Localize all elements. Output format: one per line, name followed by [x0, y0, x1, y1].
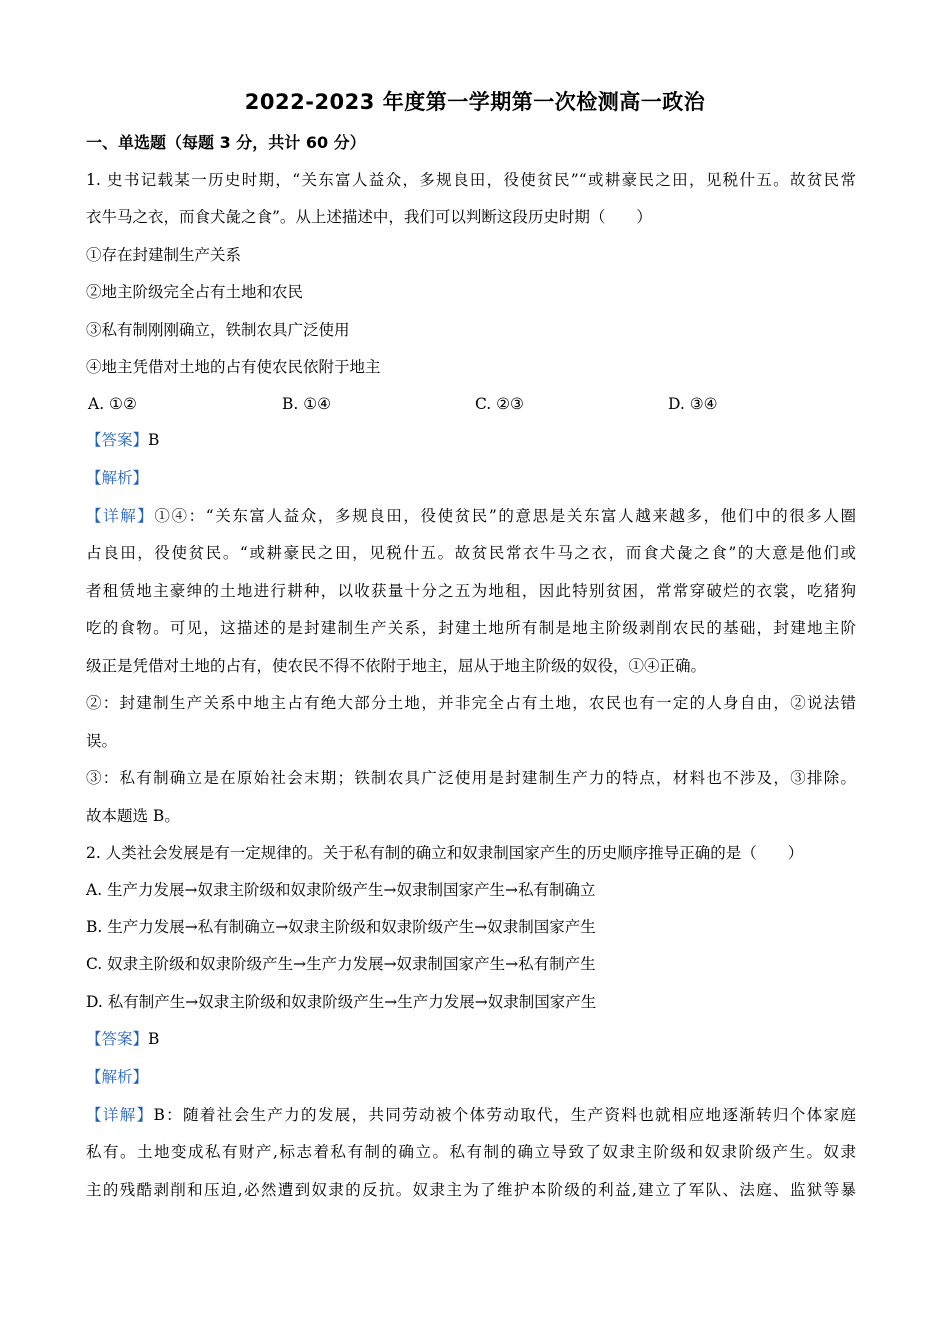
- q1-option-d: D. ③④: [668, 395, 718, 413]
- q2-analysis: [86, 1067, 148, 1087]
- detail-tag: 【详解】: [86, 1106, 154, 1124]
- q2-detail-line-1: [86, 1105, 856, 1125]
- q1-option-c: C. ②③: [475, 395, 524, 413]
- q2-detail-line-2: 私有。土地变成私有财产,标志着私有制的确立。私有制的确立导致了奴隶主阶级和奴隶阶级产生。奴隶: [86, 1143, 856, 1161]
- answer-tag: 【答案】: [86, 1030, 149, 1048]
- detail-text: ①④：“关东富人益众，多规良田，役使贫民”的意思是关东富人越来越多，他们中的很多人圈: [154, 507, 856, 525]
- q2-option-b: B. 生产力发展→私有制确立→奴隶主阶级和奴隶阶级产生→奴隶制国家产生: [86, 918, 596, 936]
- q1-item-4: ④地主凭借对土地的占有使农民依附于地主: [86, 358, 381, 376]
- q1-detail-line-2: 占良田，役使贫民。“或耕豪民之田，见税什五。故贫民常衣牛马之衣，而食犬彘之食”的大意是他们或: [86, 544, 856, 562]
- q1-analysis: [86, 468, 148, 488]
- q2-detail-line-3: 主的残酷剥削和压迫,必然遭到奴隶的反抗。奴隶主为了维护本阶级的利益,建立了军队、法庭、监狱等暴: [86, 1181, 856, 1199]
- q1-detail-line-4: 吃的食物。可见，这描述的是封建制生产关系，封建土地所有制是地主阶级剥削农民的基础，封建地主阶: [86, 619, 856, 637]
- q1-item-2: ②地主阶级完全占有土地和农民: [86, 283, 304, 301]
- q1-option-b: B. ①④: [282, 395, 332, 413]
- q1-item-3: ③私有制刚刚确立，铁制农具广泛使用: [86, 321, 350, 339]
- q2-option-d: D. 私有制产生→奴隶主阶级和奴隶阶级产生→生产力发展→奴隶制国家产生: [86, 993, 597, 1011]
- page-title: 2022-2023 年度第一学期第一次检测高一政治: [244, 90, 706, 114]
- q1-stem-line-2: 衣牛马之衣，而食犬彘之食”。从上述描述中，我们可以判断这段历史时期（ ）: [86, 208, 652, 226]
- answer-value: B: [148, 1030, 160, 1048]
- q2-option-c: C. 奴隶主阶级和奴隶阶级产生→生产力发展→奴隶制国家产生→私有制产生: [86, 955, 596, 973]
- q2-answer: [86, 1029, 159, 1049]
- q1-detail-line-9: 故本题选 B。: [86, 807, 180, 825]
- q1-detail-line-5: 级正是凭借对土地的占有，使农民不得不依附于地主，屈从于地主阶级的奴役，①④正确。: [86, 657, 707, 675]
- q2-option-a: A. 生产力发展→奴隶主阶级和奴隶阶级产生→奴隶制国家产生→私有制确立: [86, 881, 596, 899]
- analysis-tag: 【解析】: [86, 1068, 149, 1086]
- q1-stem-line-1: 1. 史书记载某一历史时期，“关东富人益众，多规良田，役使贫民”“或耕豪民之田，见税什五。故贫民常: [86, 171, 856, 189]
- q2-stem: 2. 人类社会发展是有一定规律的。关于私有制的确立和奴隶制国家产生的历史顺序推导正确的是（ ）: [86, 844, 804, 862]
- answer-tag: 【答案】: [86, 431, 149, 449]
- q1-answer: [86, 430, 159, 450]
- section-heading: 一、单选题（每题 3 分，共计 60 分）: [86, 133, 366, 152]
- analysis-tag: 【解析】: [86, 469, 149, 487]
- q1-option-a: A. ①②: [88, 395, 137, 413]
- answer-value: B: [148, 431, 160, 449]
- q1-detail-line-3: 者租赁地主豪绅的土地进行耕种，以收获量十分之五为地租，因此特别贫困，常常穿破烂的衣裳，吃猪狗: [86, 582, 856, 600]
- q1-detail-line-8: ③：私有制确立是在原始社会末期；铁制农具广泛使用是封建制生产力的特点，材料也不涉及，③排除。: [86, 769, 856, 787]
- detail-text: B：随着社会生产力的发展，共同劳动被个体劳动取代，生产资料也就相应地逐渐转归个体家庭: [153, 1106, 856, 1124]
- detail-tag: 【详解】: [86, 507, 155, 525]
- q1-detail-line-7: 误。: [86, 732, 118, 750]
- q1-item-1: ①存在封建制生产关系: [86, 246, 242, 264]
- q1-detail-line-1: [86, 506, 856, 526]
- q1-detail-line-6: ②：封建制生产关系中地主占有绝大部分土地，并非完全占有土地，农民也有一定的人身自由，②说法错: [86, 694, 856, 712]
